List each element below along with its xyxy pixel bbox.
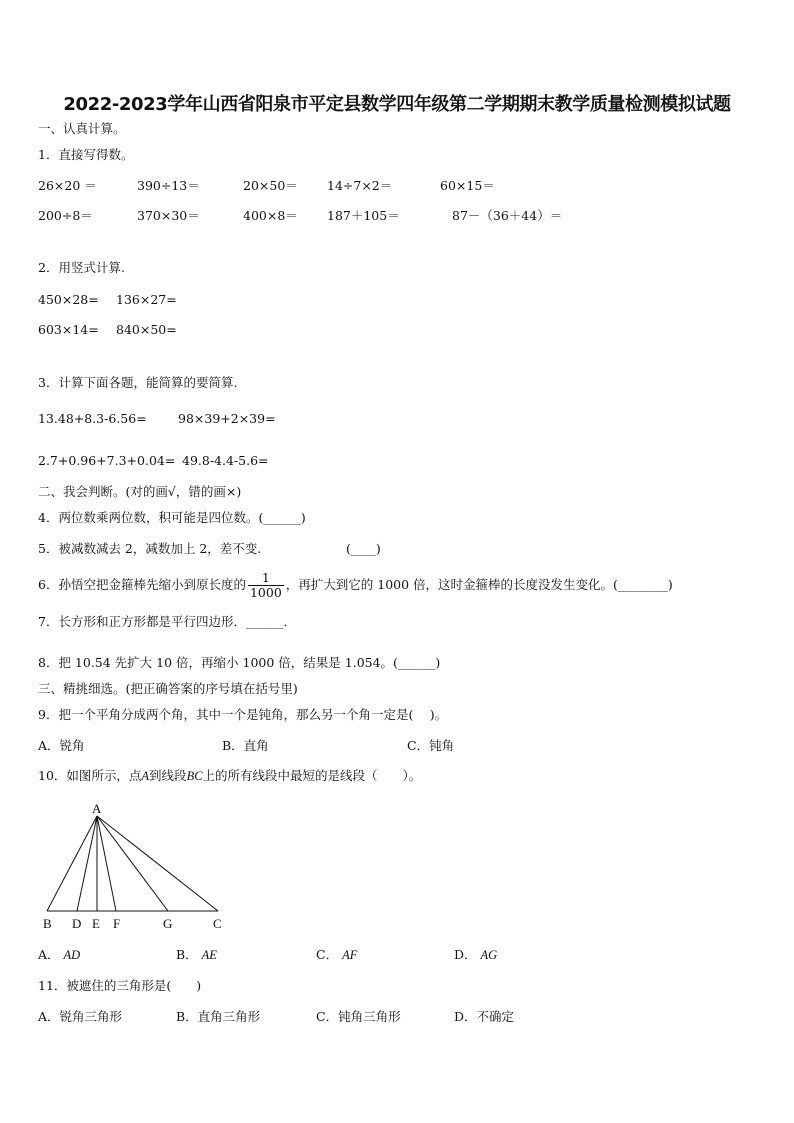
- q10-option-b: [176, 947, 217, 963]
- fraction-one-thousandth: [248, 571, 284, 600]
- option-letter: A．: [38, 947, 60, 962]
- q3-item: 13.48+8.3-6.56=: [38, 411, 147, 426]
- fraction-denominator: 1000: [249, 585, 282, 600]
- q1-item: 390÷13＝: [137, 178, 200, 193]
- label-f: F: [113, 916, 121, 931]
- option-value: AG: [480, 948, 498, 962]
- option-value: AF: [342, 948, 358, 962]
- section-3-heading: 三、精挑细选。(把正确答案的序号填在括号里): [38, 681, 298, 696]
- triangle-figure: [35, 798, 235, 938]
- q3-item: 98×39+2×39=: [178, 411, 276, 426]
- label-g: G: [163, 916, 173, 931]
- q10-text: 到线段: [149, 768, 187, 783]
- q1-item: 14÷7×2＝: [327, 178, 393, 193]
- q1-item: 200÷8＝: [38, 208, 93, 223]
- q11-option-a: A．锐角三角形: [38, 1009, 123, 1024]
- label-b: B: [43, 916, 52, 931]
- q10-point-a: A: [141, 769, 150, 783]
- section-2-heading: 二、我会判断。(对的画√，错的画×): [38, 484, 242, 499]
- q9-option-c: C．钝角: [407, 738, 455, 753]
- question-2-label: 2．用竖式计算.: [38, 260, 125, 275]
- q11-option-d: D．不确定: [454, 1009, 515, 1024]
- q1-item: 370×30＝: [137, 208, 200, 223]
- segment-ad: [77, 816, 97, 911]
- option-value: AE: [201, 948, 217, 962]
- question-6: [38, 566, 673, 604]
- label-c: C: [213, 916, 222, 931]
- label-e: E: [92, 916, 100, 931]
- question-10-label: [38, 768, 421, 784]
- option-value: AD: [63, 948, 81, 962]
- option-letter: D．: [454, 947, 477, 962]
- section-1-heading: 一、认真计算。: [38, 121, 126, 136]
- q1-item: 400×8＝: [243, 208, 298, 223]
- question-11-label: 11．被遮住的三角形是( ): [38, 978, 202, 993]
- option-letter: B．: [176, 947, 198, 962]
- q10-text: 10．如图所示，点: [38, 768, 142, 783]
- q2-item: 136×27=: [116, 292, 177, 307]
- question-1-label: 1．直接写得数。: [38, 147, 134, 162]
- option-letter: C．: [316, 947, 339, 962]
- q1-item: 187＋105＝: [327, 208, 400, 223]
- q3-item: 49.8-4.4-5.6=: [182, 453, 269, 468]
- q10-option-c: [316, 947, 357, 963]
- question-7: 7．长方形和正方形都是平行四边形．______．: [38, 614, 296, 629]
- q10-option-d: [454, 947, 497, 963]
- segment-af: [97, 816, 116, 911]
- question-8: 8．把 10.54 先扩大 10 倍，再缩小 1000 倍，结果是 1.054。(______): [38, 655, 441, 670]
- q3-item: 2.7+0.96+7.3+0.04=: [38, 453, 176, 468]
- label-d: D: [72, 916, 82, 931]
- q10-option-a: [38, 947, 80, 963]
- q2-item: 603×14=: [38, 322, 99, 337]
- label-a: A: [92, 801, 102, 816]
- question-5-text: 5．被减数减去 2，减数加上 2，差不变.: [38, 541, 262, 556]
- q1-item: 20×50＝: [243, 178, 298, 193]
- question-4: 4．两位数乘两位数，积可能是四位数。(______): [38, 510, 306, 525]
- q10-segment-bc: BC: [186, 769, 203, 783]
- segment-ab: [47, 816, 97, 911]
- q9-option-b: B．直角: [222, 738, 269, 753]
- q11-option-c: C．钝角三角形: [316, 1009, 401, 1024]
- question-6-text-start: 6．孙悟空把金箍棒先缩小到原长度的: [38, 577, 246, 592]
- fraction-numerator: 1: [248, 571, 284, 586]
- q9-option-a: A．锐角: [38, 738, 85, 753]
- page-title: 2022-2023学年山西省阳泉市平定县数学四年级第二学期期末教学质量检测模拟试题: [63, 94, 731, 115]
- q11-option-b: B．直角三角形: [176, 1009, 261, 1024]
- q2-item: 450×28=: [38, 292, 99, 307]
- question-6-text-end: ，再扩大到它的 1000 倍，这时金箍棒的长度没发生变化。(________): [285, 577, 673, 592]
- q1-item: 26×20 ＝: [38, 178, 97, 193]
- q1-item: 60×15＝: [440, 178, 495, 193]
- question-9-label: 9．把一个平角分成两个角，其中一个是钝角，那么另一个角一定是( )。: [38, 707, 448, 722]
- q2-item: 840×50=: [116, 322, 177, 337]
- q10-text: 上的所有线段中最短的是线段（ ）。: [202, 768, 422, 783]
- q1-item: 87－（36＋44）＝: [452, 208, 563, 223]
- question-5-blank: (____): [346, 541, 381, 556]
- question-3-label: 3．计算下面各题，能简算的要简算.: [38, 375, 238, 390]
